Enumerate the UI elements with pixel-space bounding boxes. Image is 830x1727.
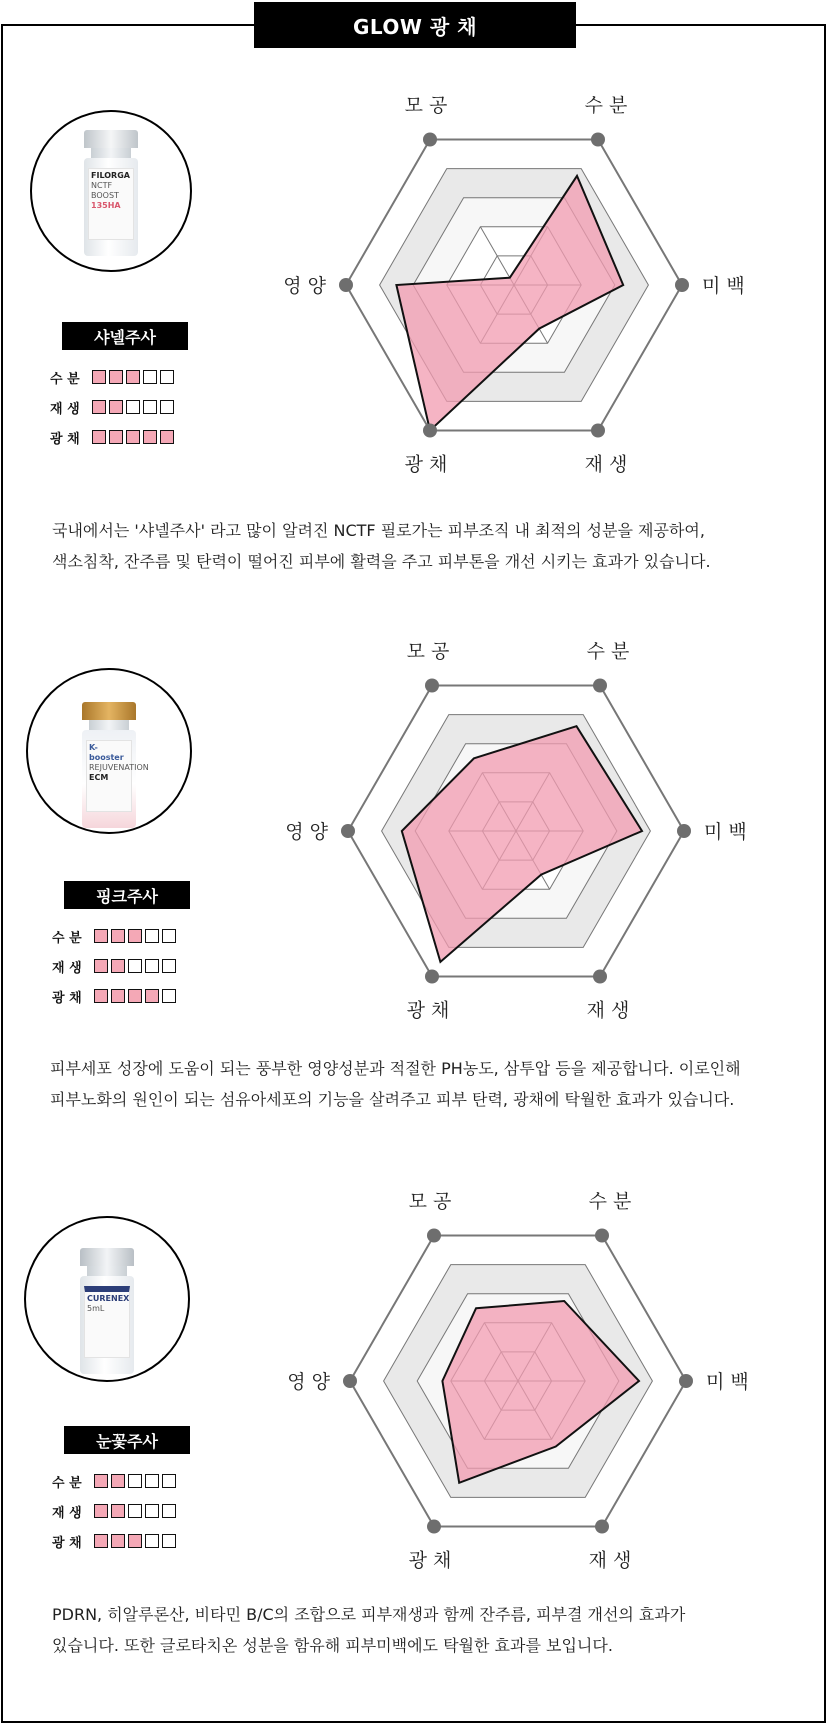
rating-row: 재 생	[52, 951, 176, 981]
rating-row: 광 채	[52, 1526, 176, 1556]
vial-image: K-booster REJUVENATION ECM	[82, 702, 136, 828]
product-description: 피부세포 성장에 도움이 되는 풍부한 영양성분과 적절한 PH농도, 삼투압 등을 제공합니다. 이로인해 피부노화의 원인이 되는 섬유아세포의 기능을 살려주고 피부 탄력, 광채에 탁월한 효과가 있습니다.	[50, 1059, 741, 1109]
rating-row: 광 채	[50, 422, 174, 452]
radar-vertex-dot	[427, 1229, 441, 1243]
radar-axis-label: 영 양	[287, 1371, 330, 1393]
product-name: 샤넬주사	[62, 322, 188, 350]
radar-axis-label: 광 채	[406, 999, 450, 1022]
radar-vertex-dot	[679, 1374, 693, 1388]
radar-axis-label: 재 생	[588, 1549, 632, 1572]
rating-row: 광 채	[52, 981, 176, 1011]
product-description: 국내에서는 '샤넬주사' 라고 많이 알려진 NCTF 필로가는 피부조직 내 최적의 성분을 제공하여, 색소침착, 잔주름 및 탄력이 떨어진 피부에 활력을 주고 피부톤을 개선 시키는 효과가 있습니다.	[52, 521, 711, 571]
radar-vertex-dot	[427, 1520, 441, 1534]
radar-axis-label: 수 분	[586, 640, 630, 663]
rating-row: 수 분	[52, 1466, 176, 1496]
rating-row: 재 생	[52, 1496, 176, 1526]
radar-axis-label: 모 공	[408, 1190, 452, 1213]
radar-vertex-dot	[595, 1229, 609, 1243]
radar-axis-label: 수 분	[588, 1190, 632, 1213]
vial-image: FILORGA NCTF BOOST 135HA	[84, 130, 138, 256]
radar-axis-label: 광 채	[404, 453, 448, 476]
radar-axis-label: 재 생	[586, 999, 630, 1022]
radar-axis-label: 미 백	[706, 1371, 749, 1393]
product-name: 핑크주사	[64, 881, 190, 909]
rating-row: 수 분	[52, 921, 176, 951]
rating-row: 재 생	[50, 392, 174, 422]
rating-row: 수 분	[50, 362, 174, 392]
radar-axis-label: 영 양	[285, 821, 328, 843]
radar-axis-label: 광 채	[408, 1549, 452, 1572]
radar-vertex-dot	[595, 1520, 609, 1534]
product-name: 눈꽃주사	[64, 1426, 190, 1454]
radar-axis-label: 미 백	[702, 275, 745, 297]
radar-axis-label: 수 분	[584, 94, 628, 117]
radar-axis-label: 재 생	[584, 453, 628, 476]
radar-axis-label: 모 공	[406, 640, 450, 663]
page-title: GLOW 광 채	[254, 2, 576, 48]
vial-image: CURENEX 5mL	[80, 1248, 134, 1374]
radar-vertex-dot	[343, 1374, 357, 1388]
radar-axis-label: 미 백	[704, 821, 747, 843]
radar-axis-label: 모 공	[404, 94, 448, 117]
product-description: PDRN, 히알루론산, 비타민 B/C의 조합으로 피부재생과 함께 잔주름, 피부결 개선의 효과가 있습니다. 또한 글로타치온 성분을 함유해 피부미백에도 탁월한 효과를 보입니다.	[52, 1605, 686, 1655]
radar-axis-label: 영 양	[283, 275, 326, 297]
